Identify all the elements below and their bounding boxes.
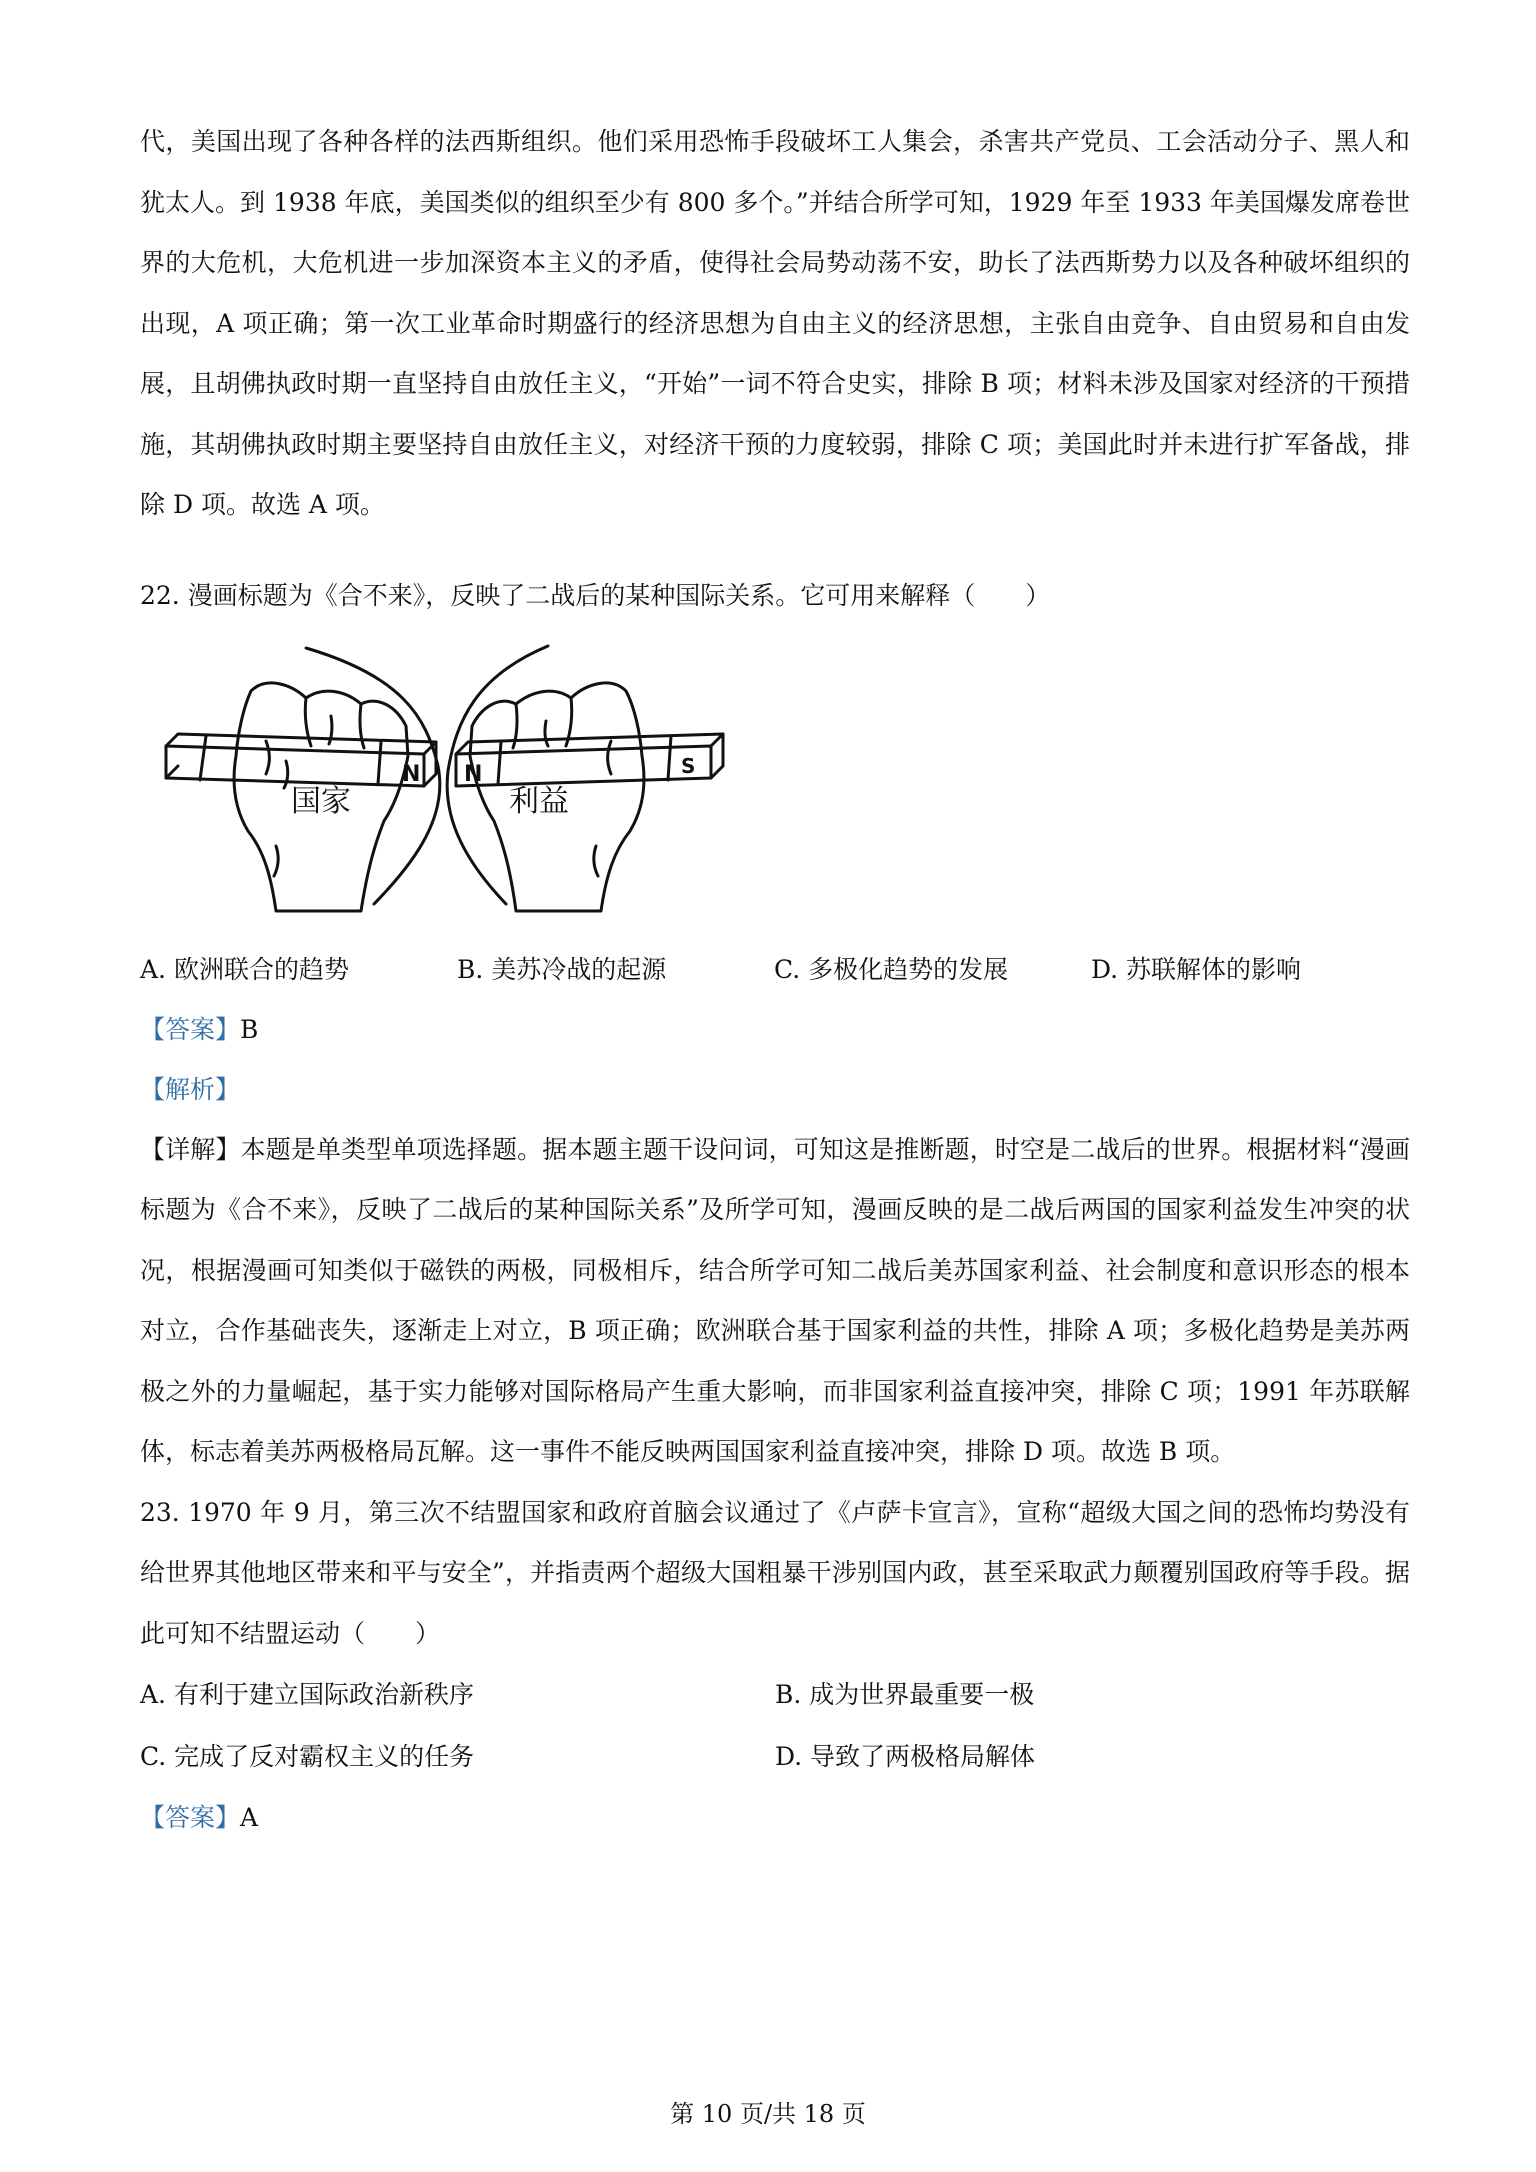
right-fist-label: 利益: [509, 783, 569, 819]
analysis-tag: 【解析】: [140, 1074, 241, 1104]
q22-option-c: C. 多极化趋势的发展: [774, 954, 1009, 984]
pole-s: S: [681, 753, 696, 778]
left-fist-label: 国家: [291, 783, 351, 819]
q22-option-d: D. 苏联解体的影响: [1091, 954, 1302, 984]
q23-option-d: D. 导致了两极格局解体: [775, 1742, 1036, 1771]
question-22-options: [140, 940, 1410, 1000]
pole-n-right: N: [464, 761, 483, 787]
question-23-stem: 23. 1970 年 9 月，第三次不结盟国家和政府首脑会议通过了《卢萨卡宣言》，宣称“超级大国之间的恐怖均势没有给世界其他地区带来和平与安全”，并指责两个超级大国粗暴干涉别国内政，甚至采取武力颠覆别国政府等手段。据此可知不结盟运动（ ）: [140, 1497, 1410, 1648]
detail-text: 本题是单类型单项选择题。据本题主题干设问词，可知这是推断题，时空是二战后的世界。根据材料“漫画标题为《合不来》，反映了二战后的某种国际关系”及所学可知，漫画反映的是二战后两国的国家利益发生冲突的状况，根据漫画可知类似于磁铁的两极，同极相斥，结合所学可知二战后美苏国家利益、社会制度和意识形态的根本对立，合作基础丧失，逐渐走上对立，B 项正确；欧洲联合基于国家利益的共性，排除 A 项；多极化趋势是美苏两极之外的力量崛起，基于实力能够对国际格局产生重大影响，而非国家利益直接冲突，排除 C 项；1991 年苏联解体，标志着美苏两极格局瓦解。这一事件不能反映两国国家利益直接冲突，排除 D 项。故选 B 项。: [140, 1134, 1410, 1466]
page-footer: [0, 2094, 1536, 2129]
answer-value: A: [240, 1803, 259, 1832]
answer-value: B: [240, 1014, 259, 1044]
intro-paragraph: 代，美国出现了各种各样的法西斯组织。他们采用恐怖手段破坏工人集会，杀害共产党员、工会活动分子、黑人和犹太人。到 1938 年底，美国类似的组织至少有 800 多个。”并结合所学可知，1929 年至 1933 年美国爆发席卷世界的大危机，大危机进一步加深资本主义的矛盾，使得社会局势动荡不安，助长了法西斯势力以及各种破坏组织的出现，A 项正确；第一次工业革命时期盛行的经济思想为自由主义的经济思想，主张自由竞争、自由贸易和自由发展，且胡佛执政时期一直坚持自由放任主义，“开始”一词不符合史实，排除 B 项；材料未涉及国家对经济的干预措施，其胡佛执政时期主要坚持自由放任主义，对经济干预的力度较弱，排除 C 项；美国此时并未进行扩军备战，排除 D 项。故选 A 项。: [140, 127, 1410, 519]
q23-answer: [140, 1788, 1410, 1848]
q22-detail: [140, 1120, 1410, 1483]
q22-option-a: A. 欧洲联合的趋势: [140, 954, 349, 984]
detail-tag: 【详解】: [140, 1134, 241, 1164]
page-number: 第 10 页/共 18 页: [670, 2100, 866, 2128]
question-22-stem: 22. 漫画标题为《合不来》，反映了二战后的某种国际关系。它可用来解释（ ）: [140, 580, 1051, 610]
answer-tag: 【答案】: [140, 1014, 241, 1044]
q22-analysis: [140, 1060, 1410, 1120]
q23-option-c: C. 完成了反对霸权主义的任务: [140, 1742, 475, 1771]
q23-option-a: A. 有利于建立国际政治新秩序: [140, 1680, 474, 1709]
cartoon-magnets-image: [156, 636, 736, 916]
q22-option-b: B. 美苏冷战的起源: [457, 954, 667, 984]
answer-tag: 【答案】: [140, 1803, 241, 1832]
pole-n-left: N: [402, 761, 421, 787]
page-content: [140, 112, 1410, 1848]
question-23-options: [140, 1664, 1410, 1788]
q23-option-b: B. 成为世界最重要一极: [775, 1680, 1035, 1709]
q22-answer: [140, 1000, 1410, 1060]
